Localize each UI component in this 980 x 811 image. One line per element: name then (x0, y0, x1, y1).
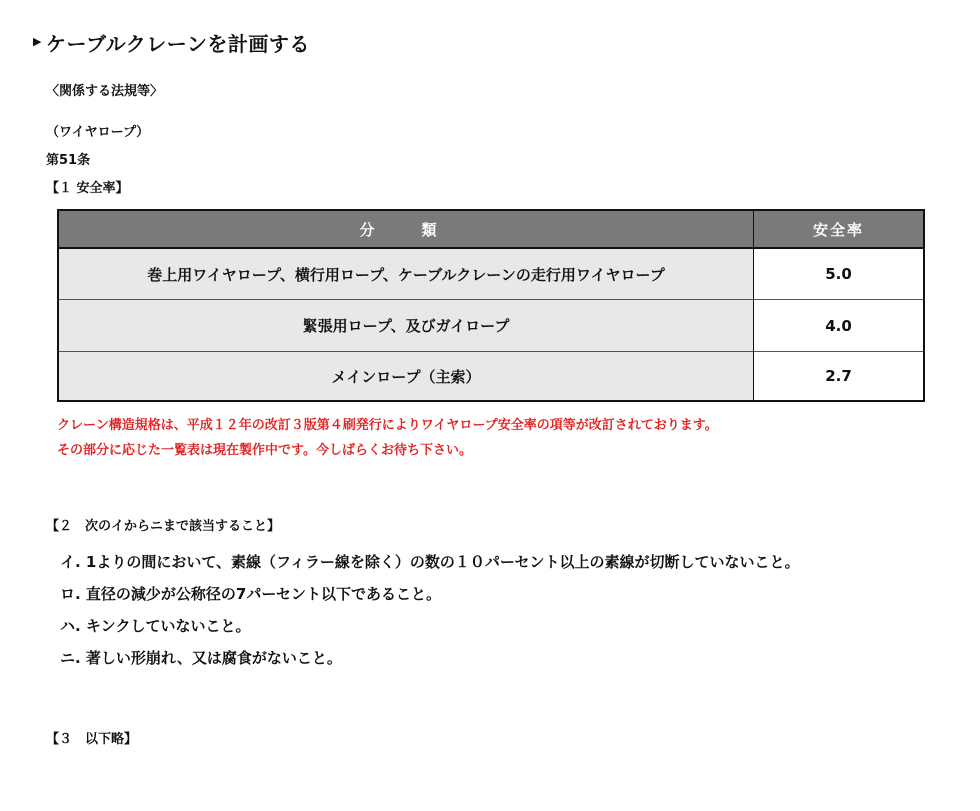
classification-cell: 巻上用ワイヤロープ、横行用ロープ、ケーブルクレーンの走行用ワイヤロープ (58, 248, 754, 300)
header-classification: 分 類 (58, 210, 754, 248)
criteria-item: イ. 1よりの間において、素線（フィラー線を除く）の数の１０パーセント以上の素線が切断していないこと。 (60, 553, 800, 571)
triangle-bullet-icon: ▶ (33, 35, 42, 48)
safety-factor-table (57, 209, 925, 402)
table-row (58, 352, 924, 402)
article-number: 第51条 (46, 153, 91, 168)
classification-cell: 緊張用ロープ、及びガイロープ (58, 300, 754, 352)
safety-factor-cell: 4.0 (754, 300, 925, 352)
page-title (33, 28, 310, 57)
revision-notice-line2: その部分に応じた一覧表は現在製作中です。今しばらくお待ち下さい。 (57, 443, 472, 458)
wire-rope-heading: （ワイヤロープ） (46, 125, 150, 140)
criteria-item: ハ. キンクしていないこと。 (60, 617, 251, 635)
table-row (58, 300, 924, 352)
section3-heading: 【３ 以下略】 (46, 732, 138, 747)
section1-heading: 【１ 安全率】 (46, 181, 129, 196)
safety-factor-cell: 5.0 (754, 248, 925, 300)
safety-factor-cell: 2.7 (754, 352, 925, 402)
section2-heading: 【２ 次のイからニまで該当すること】 (46, 519, 281, 534)
related-laws-heading: 〈関係する法規等〉 (46, 84, 164, 99)
header-safety-factor: 安全率 (754, 210, 925, 248)
table-header-row (58, 210, 924, 248)
criteria-item: ニ. 著しい形崩れ、又は腐食がないこと。 (60, 649, 342, 667)
revision-notice-line1: クレーン構造規格は、平成１２年の改訂３版第４刷発行によりワイヤロープ安全率の項等が改訂されております。 (57, 418, 718, 433)
classification-cell: メインロープ（主索） (58, 352, 754, 402)
criteria-item: ロ. 直径の減少が公称径の7パーセント以下であること。 (60, 585, 442, 603)
page-title-text: ケーブルクレーンを計画する (45, 32, 310, 56)
table-row (58, 248, 924, 300)
